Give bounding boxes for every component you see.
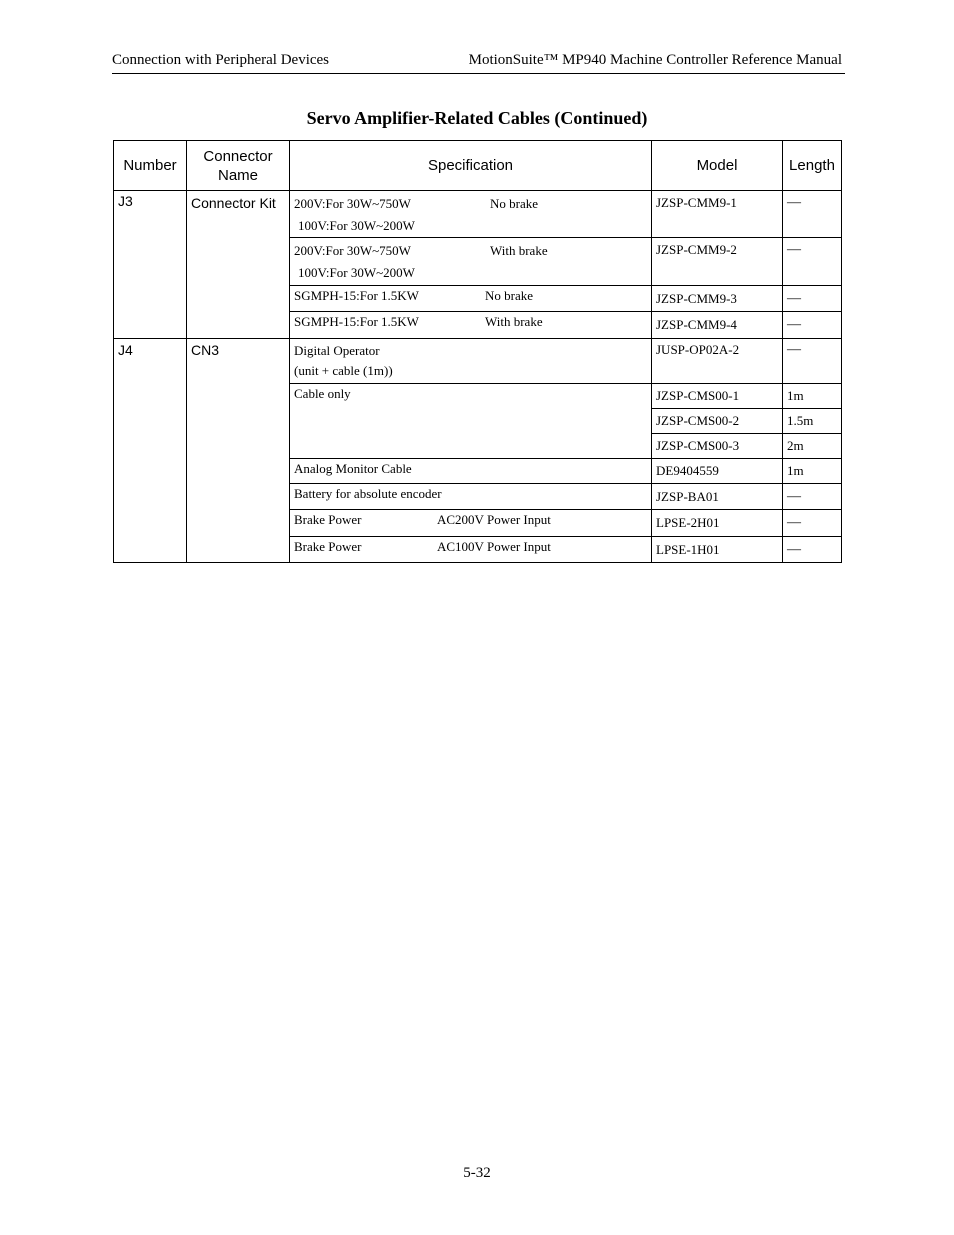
cell-length: — [783,286,842,312]
running-header-section: Connection with Peripheral Devices [112,52,330,68]
col-header-connector-name [187,141,290,191]
spec-motor: SGMPH-15:For 1.5KW [294,314,419,329]
col-header-specification: Specification [290,141,652,191]
spec-brake: No brake [490,196,539,211]
spec-power-input: AC100V Power Input [437,539,551,554]
cell-length: — [783,238,842,286]
table-title: Servo Amplifier-Related Cables (Continued) [306,108,648,128]
cell-length: — [783,537,842,563]
cell-spec [290,286,652,312]
cell-connector-j4: CN3 [187,339,290,563]
cell-length: 1m [783,459,842,484]
cell-length: — [783,484,842,510]
cables-table [113,140,842,563]
cell-length: 2m [783,434,842,459]
cell-spec [290,537,652,563]
spec-battery: Battery for absolute encoder [294,486,442,501]
cell-model: LPSE-2H01 [652,510,783,537]
cell-spec [290,510,652,537]
spec-voltage: 200V:For 30W~750W [294,243,411,258]
col-header-connector-line1: Connector [203,147,273,165]
cell-model: JZSP-BA01 [652,484,783,510]
col-header-length: Length [783,141,842,191]
spec-voltage-alt: 100V:For 30W~200W [298,218,415,233]
spec-brake: With brake [485,314,543,329]
cell-spec [290,459,652,484]
cell-number-j4: J4 [114,339,187,563]
cell-model: LPSE-1H01 [652,537,783,563]
col-header-connector-line2: Name [217,166,258,184]
page-number: 5-32 [463,1165,491,1181]
header-rule [112,73,845,74]
cell-length: — [783,339,842,384]
cell-model: JUSP-OP02A-2 [652,339,783,384]
cell-spec [290,312,652,339]
spec-brake-power: Brake Power [294,512,362,527]
cell-spec-cable-only [290,384,652,459]
cell-model: JZSP-CMM9-3 [652,286,783,312]
table-row [114,339,842,384]
col-header-number: Number [114,141,187,191]
cell-model: JZSP-CMM9-2 [652,238,783,286]
table-header-row [114,141,842,191]
spec-brake: With brake [490,243,548,258]
spec-digital-operator: Digital Operator [294,343,380,358]
cell-connector-j3: Connector Kit [187,191,290,339]
cell-spec [290,339,652,384]
spec-digital-operator-detail: (unit + cable (1m)) [294,363,393,378]
spec-voltage-alt: 100V:For 30W~200W [298,265,415,280]
spec-brake: No brake [485,288,534,303]
table-row [114,191,842,238]
cell-model: JZSP-CMS00-3 [652,434,783,459]
cell-model: JZSP-CMM9-4 [652,312,783,339]
cell-spec [290,484,652,510]
col-header-model: Model [652,141,783,191]
cell-model: JZSP-CMM9-1 [652,191,783,238]
cell-model: JZSP-CMS00-1 [652,384,783,409]
cell-spec [290,238,652,286]
spec-cable-only: Cable only [294,386,351,401]
spec-voltage: 200V:For 30W~750W [294,196,411,211]
running-header-manual-title: MotionSuite™ MP940 Machine Controller Reference Manual [468,52,842,68]
cell-model: JZSP-CMS00-2 [652,409,783,434]
cell-spec [290,191,652,238]
cell-length: — [783,191,842,238]
spec-brake-power: Brake Power [294,539,362,554]
spec-analog-monitor: Analog Monitor Cable [294,461,412,476]
cell-length: 1.5m [783,409,842,434]
cell-length: — [783,510,842,537]
cell-length: — [783,312,842,339]
spec-motor: SGMPH-15:For 1.5KW [294,288,419,303]
cell-model: DE9404559 [652,459,783,484]
spec-power-input: AC200V Power Input [437,512,551,527]
cell-length: 1m [783,384,842,409]
cell-number-j3: J3 [114,191,187,339]
